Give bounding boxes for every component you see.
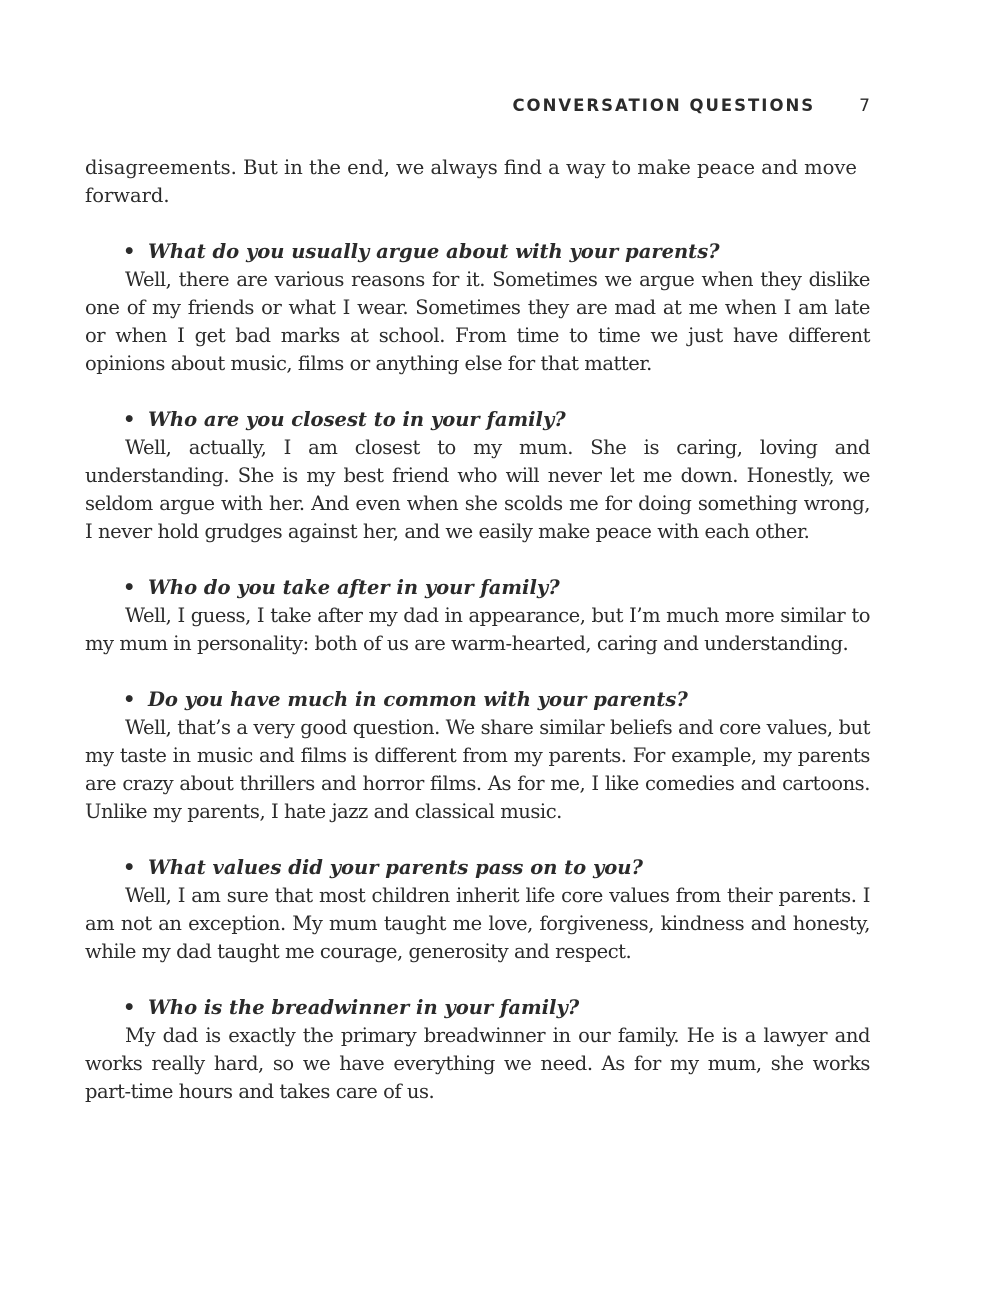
question-item bbox=[123, 406, 870, 434]
question-text: Who are you closest to in your family? bbox=[148, 408, 566, 431]
question-text: What values did your parents pass on to you? bbox=[148, 856, 643, 879]
question-item bbox=[123, 854, 870, 882]
answer-text: Well, I am sure that most children inherit life core values from their parents. I am not an exception. My mum taught me love, forgiveness, kindness and honesty, while my dad taught me courage, generosity and respect. bbox=[85, 884, 870, 963]
answer-text: My dad is exactly the primary breadwinner in our family. He is a lawyer and works really hard, so we have everything we need. As for my mum, she works part-time hours and takes care of us. bbox=[85, 1024, 870, 1103]
bullet-icon: • bbox=[123, 688, 136, 711]
answer-text: Well, that’s a very good question. We share similar beliefs and core values, but my taste in music and films is different from my parents. For example, my parents are crazy about thrillers and horror films. As for me, I like comedies and cartoons. Unlike my parents, I hate jazz and classical music. bbox=[85, 716, 870, 823]
answer-text: Well, there are various reasons for it. Sometimes we argue when they dislike one of my friends or what I wear. Sometimes they are mad at me when I am late or when I get bad marks at school. From time to time we just have different opinions about music, films or anything else for that matter. bbox=[85, 268, 870, 375]
question-text: Do you have much in common with your parents? bbox=[148, 688, 688, 711]
bullet-icon: • bbox=[123, 408, 136, 431]
section-title: CONVERSATION QUESTIONS bbox=[512, 96, 816, 115]
qa-item bbox=[85, 406, 870, 546]
answer-text: Well, actually, I am closest to my mum. She is caring, loving and understanding. She is my best friend who will never let me down. Honestly, we seldom argue with her. And even when she scolds me for doing something wrong, I never hold grudges against her, and we easily make peace with each other. bbox=[85, 436, 870, 543]
question-text: What do you usually argue about with your parents? bbox=[148, 240, 720, 263]
body-text bbox=[85, 154, 870, 1106]
question-item bbox=[123, 994, 870, 1022]
question-item bbox=[123, 238, 870, 266]
question-item bbox=[123, 574, 870, 602]
qa-item bbox=[85, 854, 870, 966]
answer-text: Well, I guess, I take after my dad in appearance, but I’m much more similar to my mum in personality: both of us are warm-hearted, caring and understanding. bbox=[85, 604, 870, 655]
bullet-icon: • bbox=[123, 576, 136, 599]
continued-paragraph: disagreements. But in the end, we always find a way to make peace and move forward. bbox=[85, 156, 857, 207]
running-header bbox=[512, 96, 870, 116]
bullet-icon: • bbox=[123, 240, 136, 263]
bullet-icon: • bbox=[123, 996, 136, 1019]
qa-item bbox=[85, 686, 870, 826]
qa-item bbox=[85, 238, 870, 378]
question-text: Who do you take after in your family? bbox=[148, 576, 560, 599]
page-number: 7 bbox=[859, 96, 870, 116]
qa-item bbox=[85, 994, 870, 1106]
question-text: Who is the breadwinner in your family? bbox=[148, 996, 580, 1019]
qa-item bbox=[85, 574, 870, 658]
bullet-icon: • bbox=[123, 856, 136, 879]
question-item bbox=[123, 686, 870, 714]
